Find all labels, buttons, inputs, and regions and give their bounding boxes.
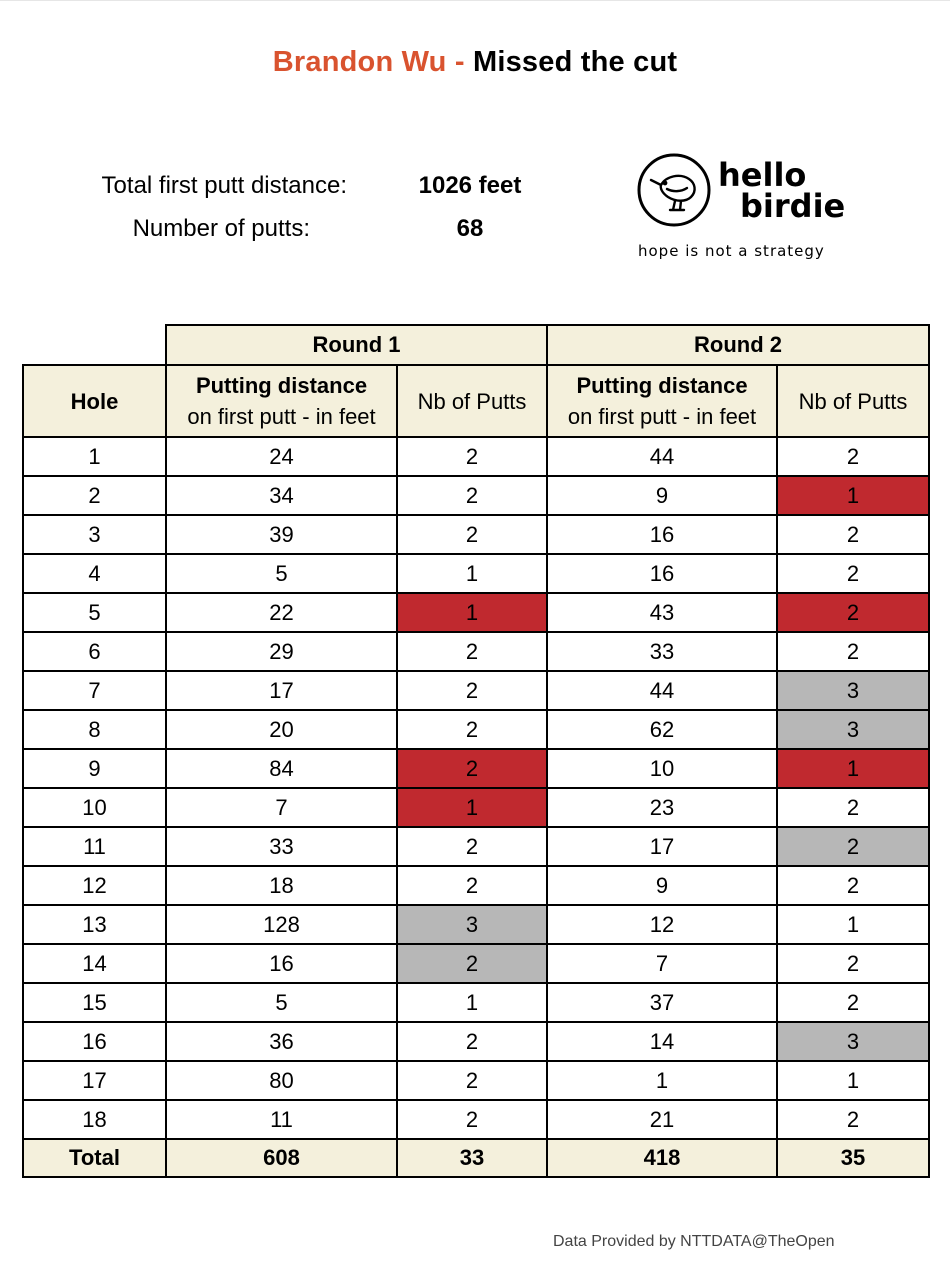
r1-putts-cell: 2 — [397, 749, 547, 788]
r2-distance-cell: 10 — [547, 749, 777, 788]
table-row — [23, 749, 929, 788]
table-row — [23, 1100, 929, 1139]
cut-status: Missed the cut — [472, 46, 678, 78]
hole-cell: 16 — [23, 1022, 166, 1061]
r1-putts-cell: 2 — [397, 866, 547, 905]
table-row — [23, 827, 929, 866]
hole-cell: 15 — [23, 983, 166, 1022]
r2-putts-cell: 2 — [777, 1100, 929, 1139]
r2-distance-cell: 9 — [547, 866, 777, 905]
r1-distance-cell: 5 — [166, 554, 397, 593]
r1-total-putts: 33 — [397, 1139, 547, 1177]
r1-distance-cell: 34 — [166, 476, 397, 515]
page-title — [0, 46, 950, 79]
data-source-footer: Data Provided by NTTDATA@TheOpen — [553, 1233, 835, 1250]
title-separator: - — [446, 46, 473, 78]
r1-distance-cell: 39 — [166, 515, 397, 554]
table-row — [23, 944, 929, 983]
r2-putts-cell: 2 — [777, 788, 929, 827]
r2-distance-header — [547, 365, 777, 437]
r2-putts-cell: 2 — [777, 632, 929, 671]
r1-distance-cell: 80 — [166, 1061, 397, 1100]
logo-tagline: hope is not a strategy — [638, 242, 825, 260]
logo-word-1: hello — [718, 156, 807, 194]
r1-distance-cell: 20 — [166, 710, 397, 749]
hole-cell: 18 — [23, 1100, 166, 1139]
table-row — [23, 593, 929, 632]
r1-putts-cell: 1 — [397, 983, 547, 1022]
r2-distance-cell: 44 — [547, 671, 777, 710]
r1-distance-header-sub: on first putt - in feet — [187, 404, 376, 429]
table-row — [23, 710, 929, 749]
r1-distance-cell: 17 — [166, 671, 397, 710]
r1-putts-cell: 2 — [397, 710, 547, 749]
r2-putts-cell: 1 — [777, 749, 929, 788]
hole-cell: 7 — [23, 671, 166, 710]
r2-putts-cell: 3 — [777, 710, 929, 749]
player-name: Brandon Wu — [272, 46, 447, 78]
r1-distance-cell: 24 — [166, 437, 397, 476]
r2-putts-cell: 2 — [777, 944, 929, 983]
r1-total-distance: 608 — [166, 1139, 397, 1177]
first-putt-label: Total first putt distance: — [101, 172, 347, 199]
r1-putts-cell: 2 — [397, 827, 547, 866]
hole-cell: 12 — [23, 866, 166, 905]
table-row — [23, 554, 929, 593]
r2-distance-cell: 16 — [547, 554, 777, 593]
hole-cell: 8 — [23, 710, 166, 749]
r2-putts-cell: 1 — [777, 476, 929, 515]
hole-cell: 6 — [23, 632, 166, 671]
hole-cell: 13 — [23, 905, 166, 944]
r2-putts-cell: 2 — [777, 983, 929, 1022]
table-row — [23, 1061, 929, 1100]
r1-putts-cell: 3 — [397, 905, 547, 944]
r2-distance-cell: 37 — [547, 983, 777, 1022]
r1-putts-cell: 1 — [397, 788, 547, 827]
r2-putts-cell: 2 — [777, 827, 929, 866]
r2-putts-cell: 1 — [777, 1061, 929, 1100]
total-label: Total — [23, 1139, 166, 1177]
r1-putts-cell: 2 — [397, 671, 547, 710]
hole-cell: 17 — [23, 1061, 166, 1100]
table-row — [23, 905, 929, 944]
table-row — [23, 1022, 929, 1061]
r2-distance-header-main: Putting distance — [576, 373, 748, 398]
r2-distance-cell: 14 — [547, 1022, 777, 1061]
hole-cell: 1 — [23, 437, 166, 476]
r2-distance-cell: 17 — [547, 827, 777, 866]
r1-distance-cell: 84 — [166, 749, 397, 788]
r2-putts-cell: 2 — [777, 515, 929, 554]
hole-cell: 14 — [23, 944, 166, 983]
r1-distance-cell: 7 — [166, 788, 397, 827]
round-2-header: Round 2 — [547, 325, 929, 365]
r1-distance-header-main: Putting distance — [195, 373, 368, 398]
r2-distance-cell: 43 — [547, 593, 777, 632]
r2-distance-cell: 23 — [547, 788, 777, 827]
table-row — [23, 632, 929, 671]
hole-cell: 2 — [23, 476, 166, 515]
r2-putts-cell: 2 — [777, 593, 929, 632]
r2-distance-cell: 1 — [547, 1061, 777, 1100]
r1-putts-cell: 1 — [397, 593, 547, 632]
hello-birdie-logo — [636, 152, 846, 264]
table-row — [23, 788, 929, 827]
r1-distance-header — [166, 365, 397, 437]
hole-cell: 9 — [23, 749, 166, 788]
putts-value: 68 — [456, 215, 484, 242]
r1-distance-cell: 18 — [166, 866, 397, 905]
r1-distance-cell: 22 — [166, 593, 397, 632]
r1-distance-cell: 33 — [166, 827, 397, 866]
r1-putts-header: Nb of Putts — [397, 365, 547, 437]
hole-header: Hole — [23, 365, 166, 437]
r1-distance-cell: 16 — [166, 944, 397, 983]
table-row — [23, 476, 929, 515]
table-row — [23, 866, 929, 905]
putts-label: Number of putts: — [132, 215, 310, 242]
table-row — [23, 983, 929, 1022]
r1-putts-cell: 2 — [397, 1022, 547, 1061]
r2-total-putts: 35 — [777, 1139, 929, 1177]
table-row — [23, 437, 929, 476]
round-1-header: Round 1 — [166, 325, 547, 365]
hole-cell: 10 — [23, 788, 166, 827]
table-row — [23, 515, 929, 554]
r1-putts-cell: 2 — [397, 515, 547, 554]
r2-distance-cell: 12 — [547, 905, 777, 944]
r2-distance-cell: 16 — [547, 515, 777, 554]
bird-icon — [651, 176, 695, 210]
round-header-row — [23, 325, 929, 365]
top-divider — [0, 0, 950, 1]
r2-putts-cell: 3 — [777, 671, 929, 710]
r2-total-distance: 418 — [547, 1139, 777, 1177]
r1-putts-cell: 2 — [397, 632, 547, 671]
r1-distance-cell: 128 — [166, 905, 397, 944]
blank-corner — [23, 325, 166, 365]
r2-putts-cell: 1 — [777, 905, 929, 944]
r1-putts-cell: 2 — [397, 1061, 547, 1100]
r2-distance-cell: 62 — [547, 710, 777, 749]
putting-table — [22, 324, 930, 1178]
r1-putts-cell: 2 — [397, 437, 547, 476]
r1-putts-cell: 1 — [397, 554, 547, 593]
r1-putts-cell: 2 — [397, 1100, 547, 1139]
r1-distance-cell: 5 — [166, 983, 397, 1022]
table-row — [23, 671, 929, 710]
r2-distance-cell: 7 — [547, 944, 777, 983]
r2-distance-header-sub: on first putt - in feet — [567, 404, 757, 429]
r2-putts-cell: 2 — [777, 437, 929, 476]
r2-distance-cell: 21 — [547, 1100, 777, 1139]
r1-putts-cell: 2 — [397, 476, 547, 515]
total-row — [23, 1139, 929, 1177]
hole-cell: 5 — [23, 593, 166, 632]
hole-cell: 4 — [23, 554, 166, 593]
r1-distance-cell: 29 — [166, 632, 397, 671]
r2-distance-cell: 9 — [547, 476, 777, 515]
r2-putts-cell: 2 — [777, 866, 929, 905]
r2-distance-cell: 33 — [547, 632, 777, 671]
r1-distance-cell: 36 — [166, 1022, 397, 1061]
first-putt-value: 1026 feet — [418, 172, 522, 199]
column-header-row — [23, 365, 929, 437]
r2-putts-cell: 2 — [777, 554, 929, 593]
r1-putts-cell: 2 — [397, 944, 547, 983]
hole-cell: 3 — [23, 515, 166, 554]
logo-word-2: birdie — [740, 187, 846, 225]
r2-putts-header: Nb of Putts — [777, 365, 929, 437]
hole-cell: 11 — [23, 827, 166, 866]
r1-distance-cell: 11 — [166, 1100, 397, 1139]
r2-putts-cell: 3 — [777, 1022, 929, 1061]
r2-distance-cell: 44 — [547, 437, 777, 476]
